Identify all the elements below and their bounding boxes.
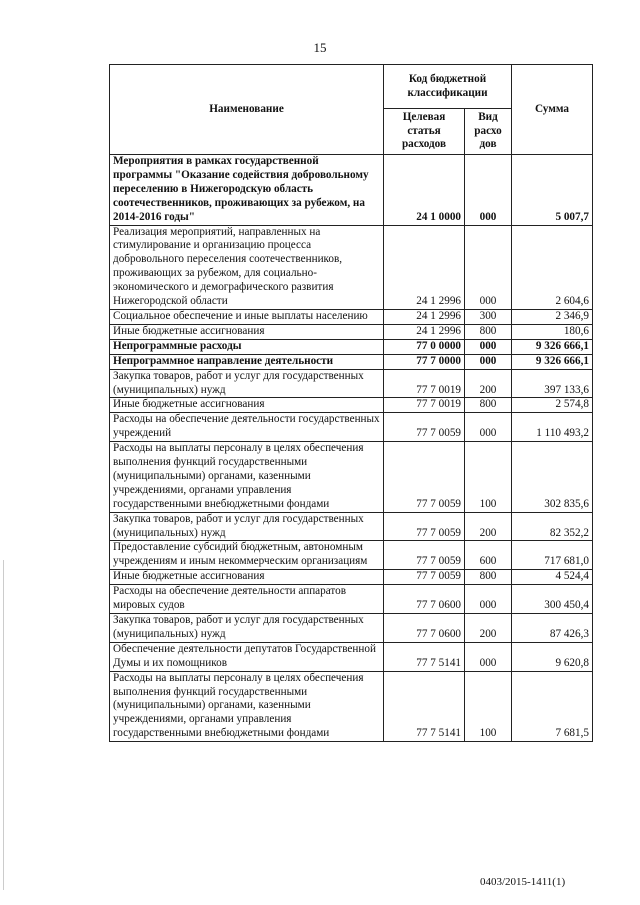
table-row [110, 339, 593, 354]
row-expense-type: 600 [465, 541, 512, 570]
header-name: Наименование [110, 65, 384, 155]
row-expense-type: 000 [465, 225, 512, 309]
row-sum: 9 326 666,1 [512, 339, 593, 354]
table-row [110, 225, 593, 309]
document-code: 0403/2015-1411(1) [480, 876, 566, 888]
table-row [110, 442, 593, 513]
row-name: Расходы на обеспечение деятельности аппаратов мировых судов [110, 585, 384, 614]
row-sum: 9 326 666,1 [512, 354, 593, 369]
row-target-article: 77 0 0000 [384, 339, 465, 354]
row-name: Непрограммное направление деятельности [110, 354, 384, 369]
row-expense-type: 000 [465, 354, 512, 369]
row-sum: 1 110 493,2 [512, 413, 593, 442]
table-row [110, 354, 593, 369]
row-target-article: 24 1 0000 [384, 155, 465, 226]
row-sum: 302 835,6 [512, 442, 593, 513]
row-sum: 397 133,6 [512, 369, 593, 398]
row-sum: 300 450,4 [512, 585, 593, 614]
table-row [110, 398, 593, 413]
row-name: Расходы на выплаты персоналу в целях обеспечения выполнения функций государственными (муниципальными) органами, казенными учреждениями, органами управления государственными внебюджетными фондами [110, 442, 384, 513]
row-sum: 7 681,5 [512, 671, 593, 742]
table-row [110, 671, 593, 742]
row-target-article: 24 1 2996 [384, 324, 465, 339]
row-target-article: 77 7 0600 [384, 614, 465, 643]
budget-table [109, 64, 593, 742]
row-name: Закупка товаров, работ и услуг для государственных (муниципальных) нужд [110, 614, 384, 643]
row-target-article: 77 7 0600 [384, 585, 465, 614]
row-name: Закупка товаров, работ и услуг для государственных (муниципальных) нужд [110, 512, 384, 541]
row-name: Реализация мероприятий, направленных на стимулирование и организацию процесса добровольного переселения соотечественников, проживающих за рубежом, для социально-экономического и демографического развития Нижегородской области [110, 225, 384, 309]
row-expense-type: 200 [465, 512, 512, 541]
row-expense-type: 200 [465, 369, 512, 398]
row-sum: 82 352,2 [512, 512, 593, 541]
row-sum: 9 620,8 [512, 642, 593, 671]
row-sum: 87 426,3 [512, 614, 593, 643]
table-row [110, 155, 593, 226]
table-row [110, 642, 593, 671]
scan-margin-line [3, 560, 4, 890]
row-expense-type: 200 [465, 614, 512, 643]
row-name: Социальное обеспечение и иные выплаты населению [110, 309, 384, 324]
row-name: Закупка товаров, работ и услуг для государственных (муниципальных) нужд [110, 369, 384, 398]
row-name: Непрограммные расходы [110, 339, 384, 354]
table-body [110, 155, 593, 742]
row-sum: 5 007,7 [512, 155, 593, 226]
row-name: Предоставление субсидий бюджетным, автономным учреждениям и иным некоммерческим организациям [110, 541, 384, 570]
header-code-group: Код бюджетной классификации [384, 65, 512, 109]
row-expense-type: 100 [465, 442, 512, 513]
row-target-article: 77 7 0059 [384, 512, 465, 541]
row-expense-type: 000 [465, 642, 512, 671]
row-target-article: 77 7 0059 [384, 413, 465, 442]
row-expense-type: 000 [465, 413, 512, 442]
row-expense-type: 000 [465, 339, 512, 354]
row-sum: 2 346,9 [512, 309, 593, 324]
header-target-article: Целевая статья расходов [384, 109, 465, 155]
row-expense-type: 100 [465, 671, 512, 742]
row-target-article: 77 7 0000 [384, 354, 465, 369]
row-sum: 4 524,4 [512, 570, 593, 585]
table-row [110, 585, 593, 614]
row-target-article: 77 7 0019 [384, 398, 465, 413]
row-target-article: 77 7 0059 [384, 442, 465, 513]
row-expense-type: 000 [465, 155, 512, 226]
table-row [110, 413, 593, 442]
row-expense-type: 800 [465, 570, 512, 585]
header-sum: Сумма [512, 65, 593, 155]
row-target-article: 77 7 5141 [384, 642, 465, 671]
row-expense-type: 800 [465, 324, 512, 339]
page-number: 15 [313, 40, 327, 55]
row-sum: 180,6 [512, 324, 593, 339]
row-target-article: 24 1 2996 [384, 225, 465, 309]
row-target-article: 24 1 2996 [384, 309, 465, 324]
table-row [110, 541, 593, 570]
row-name: Расходы на выплаты персоналу в целях обеспечения выполнения функций государственными (муниципальными) органами, казенными учреждениями, органами управления государственными внебюджетными фондами [110, 671, 384, 742]
table-row [110, 512, 593, 541]
row-target-article: 77 7 5141 [384, 671, 465, 742]
row-sum: 717 681,0 [512, 541, 593, 570]
row-sum: 2 574,8 [512, 398, 593, 413]
row-expense-type: 800 [465, 398, 512, 413]
header-expense-type: Вид расхо дов [465, 109, 512, 155]
row-name: Мероприятия в рамках государственной программы "Оказание содействия добровольному переселению в Нижегородскую область соотечественников, проживающих за рубежом, на 2014-2016 годы" [110, 155, 384, 226]
row-expense-type: 300 [465, 309, 512, 324]
row-name: Расходы на обеспечение деятельности государственных учреждений [110, 413, 384, 442]
table-row [110, 570, 593, 585]
row-target-article: 77 7 0059 [384, 541, 465, 570]
table-row [110, 324, 593, 339]
table-header [110, 65, 593, 155]
row-name: Иные бюджетные ассигнования [110, 570, 384, 585]
row-expense-type: 000 [465, 585, 512, 614]
table-row [110, 369, 593, 398]
row-name: Иные бюджетные ассигнования [110, 398, 384, 413]
table-row [110, 309, 593, 324]
table-row [110, 614, 593, 643]
row-sum: 2 604,6 [512, 225, 593, 309]
row-name: Иные бюджетные ассигнования [110, 324, 384, 339]
row-target-article: 77 7 0059 [384, 570, 465, 585]
row-target-article: 77 7 0019 [384, 369, 465, 398]
row-name: Обеспечение деятельности депутатов Государственной Думы и их помощников [110, 642, 384, 671]
